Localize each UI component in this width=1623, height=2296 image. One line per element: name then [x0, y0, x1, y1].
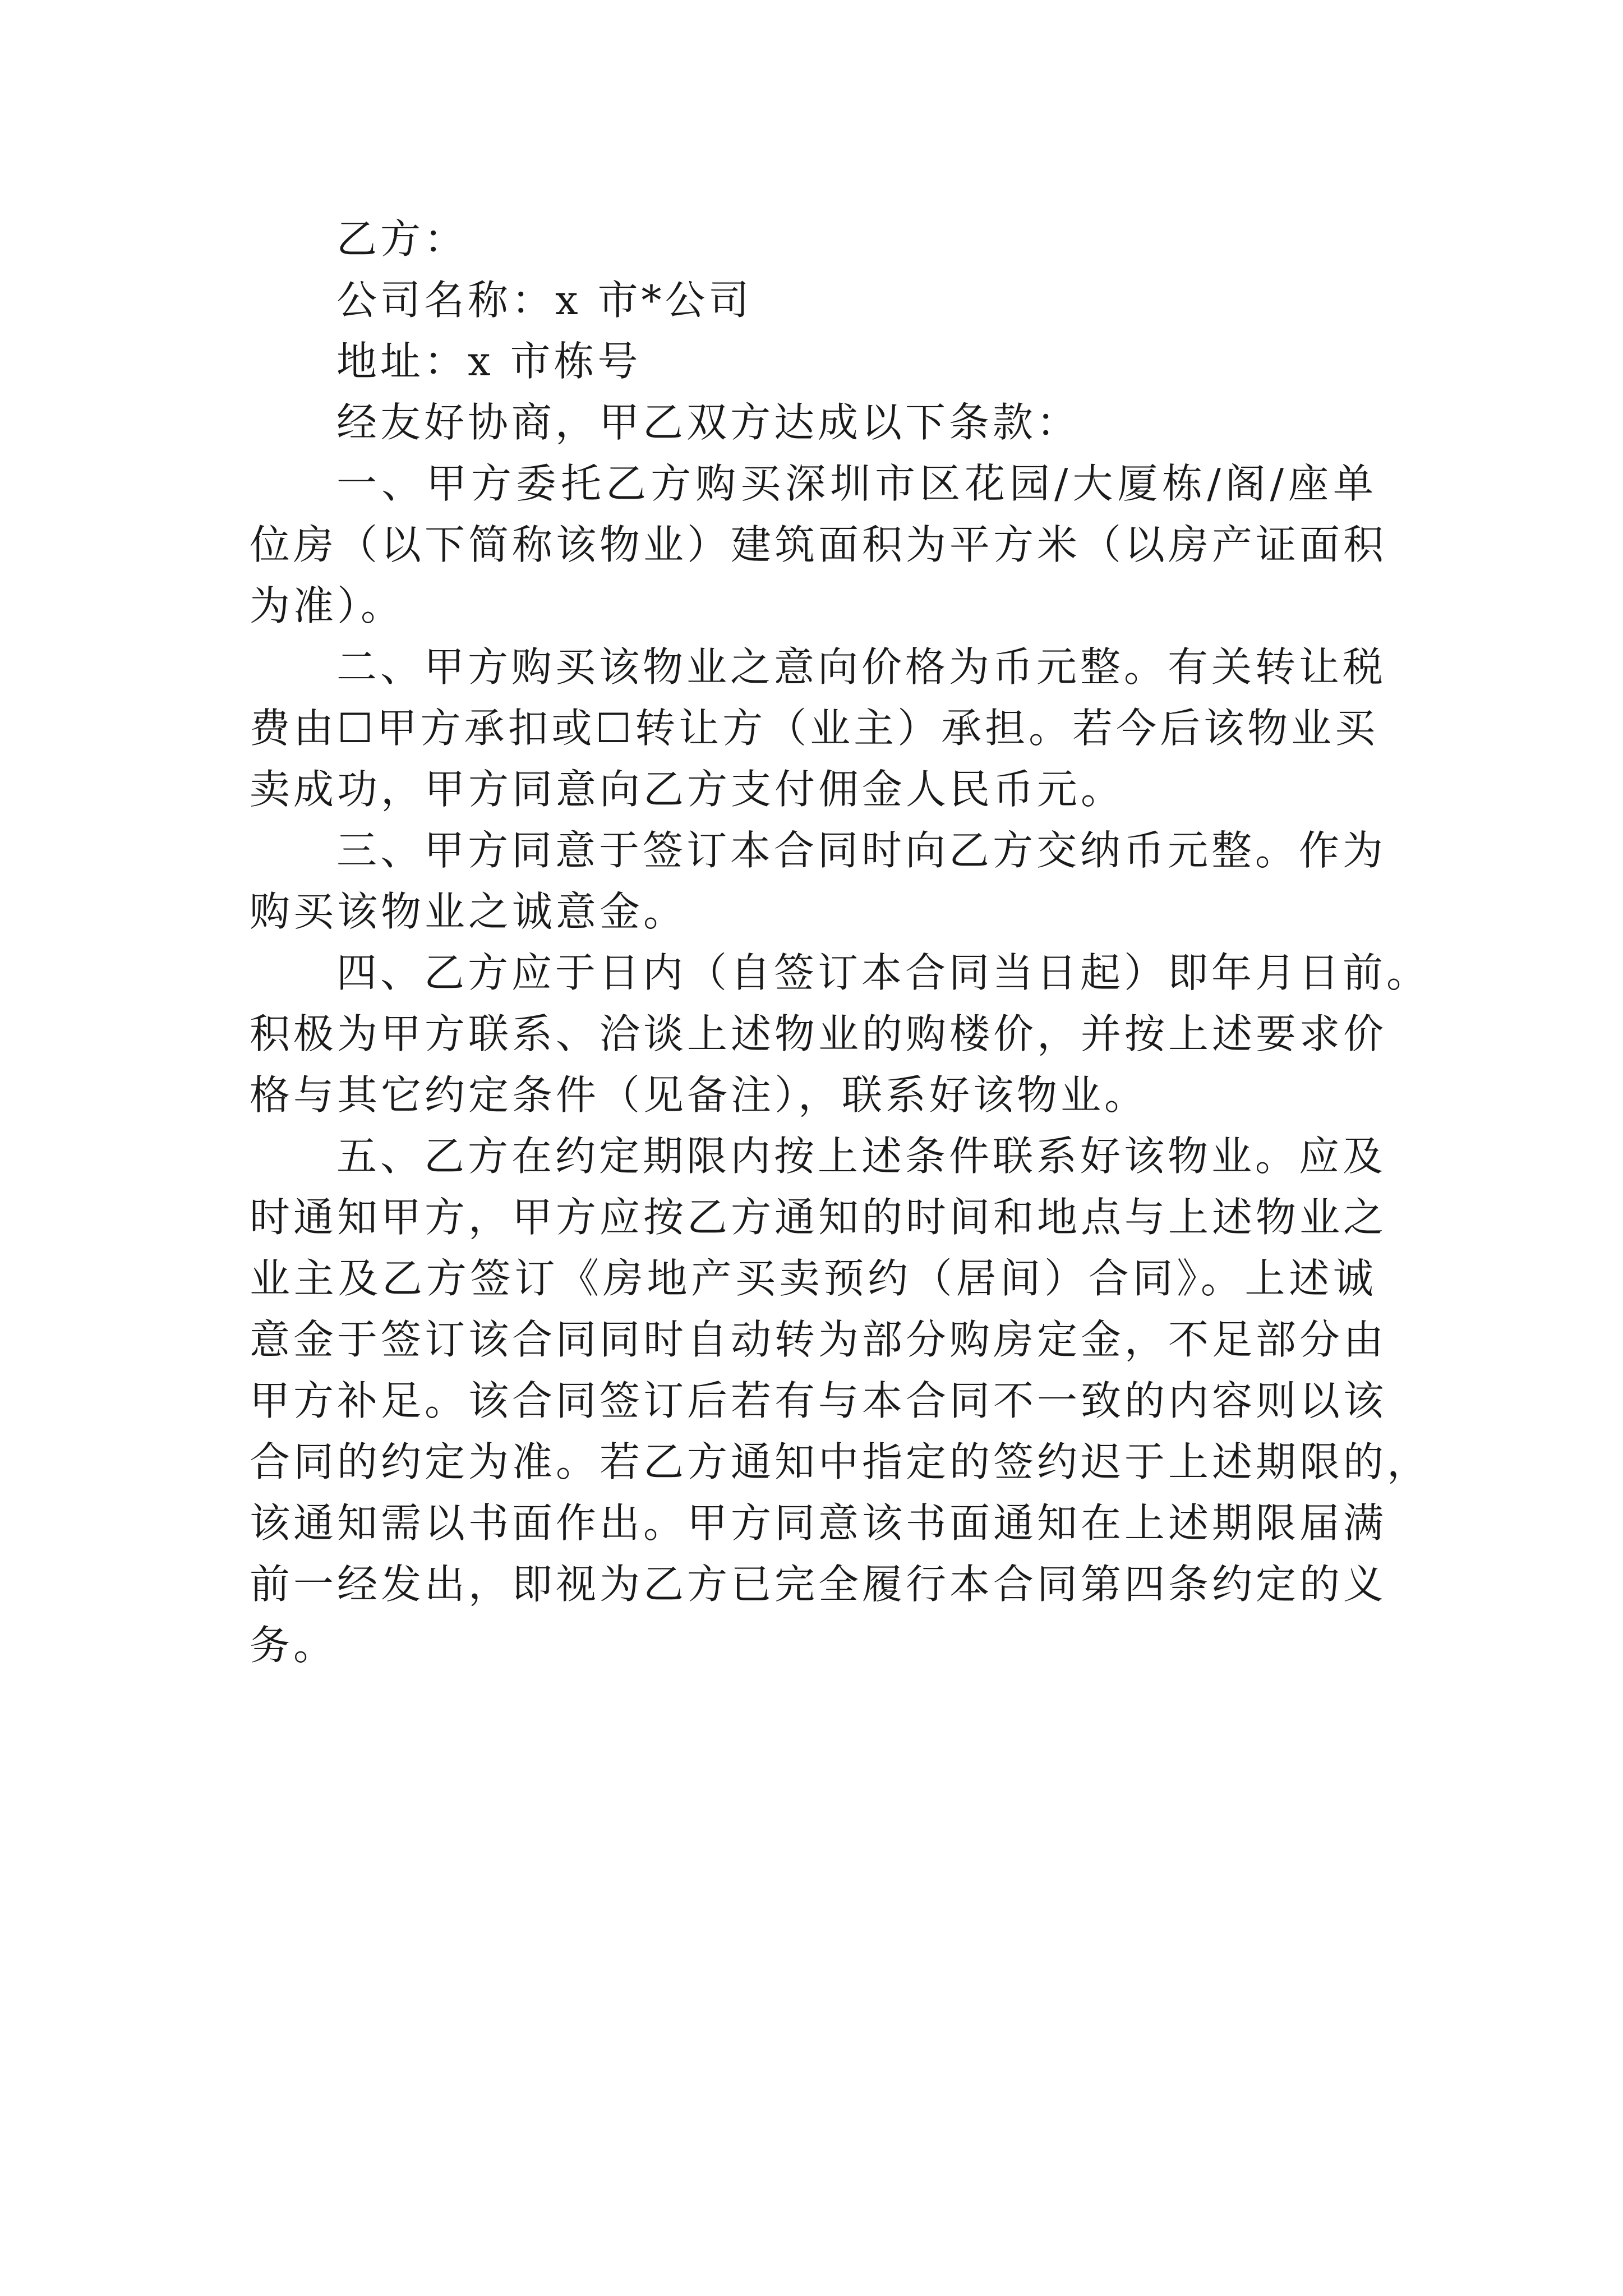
document-body [250, 209, 1431, 1676]
clause-1-line: 为准）。 [250, 582, 405, 629]
clause-3-line: 三、甲方同意于签订本合同时向乙方交纳币元整。作为 [336, 827, 1387, 874]
clause-5-line: 意金于签订该合同同时自动转为部分购房定金，不足部分由 [250, 1316, 1387, 1363]
clause-1-line: 位房（以下简称该物业）建筑面积为平方米（以房产证面积 [250, 521, 1387, 568]
clause-1 [250, 453, 1387, 637]
clause-5-line: 五、乙方在约定期限内按上述条件联系好该物业。应及 [336, 1133, 1387, 1180]
clause-5-line: 前一经发出，即视为乙方已完全履行本合同第四条约定的义 [250, 1561, 1387, 1608]
clause-2-line: 卖成功，甲方同意向乙方支付佣金人民币元。 [250, 766, 1125, 813]
clause-2 [250, 637, 1387, 820]
clause-4-line: 四、乙方应于日内（自签订本合同当日起）即年月日前。 [336, 949, 1431, 996]
clause-4-line: 积极为甲方联系、洽谈上述物业的购楼价，并按上述要求价 [250, 1010, 1387, 1057]
address: 地址：x 市栋号 [336, 338, 642, 385]
clause-5-line: 务。 [250, 1622, 338, 1669]
clause-5-line: 业主及乙方签订《房地产买卖预约（居间）合同》。上述诚 [250, 1255, 1377, 1302]
clause-2-line: 二、甲方购买该物业之意向价格为币元整。有关转让税 [336, 643, 1387, 691]
clause-5-line: 时通知甲方，甲方应按乙方通知的时间和地点与上述物业之 [250, 1194, 1387, 1241]
party-b-label: 乙方： [336, 215, 468, 263]
clause-5-line: 合同的约定为准。若乙方通知中指定的签约迟于上述期限的， [250, 1438, 1431, 1485]
clause-1-line: 一、甲方委托乙方购买深圳市区花园/大厦栋/阁/座单 [336, 460, 1377, 507]
clause-4 [250, 942, 1431, 1126]
intro-line [250, 392, 1377, 453]
intro-text: 经友好协商，甲乙双方达成以下条款： [336, 399, 1081, 446]
clause-5 [250, 1126, 1431, 1676]
clause-5-line: 该通知需以书面作出。甲方同意该书面通知在上述期限届满 [250, 1499, 1387, 1547]
clause-3-line: 购买该物业之诚意金。 [250, 888, 688, 935]
clause-5-line: 甲方补足。该合同签订后若有与本合同不一致的内容则以该 [250, 1377, 1387, 1424]
company-name: 公司名称：x 市*公司 [336, 277, 753, 324]
clause-3 [250, 820, 1387, 942]
address-line [250, 331, 1377, 392]
clause-4-line: 格与其它约定条件（见备注），联系好该物业。 [250, 1071, 1149, 1119]
company-name-line [250, 270, 1377, 331]
party-b-label-line [250, 209, 1377, 270]
clause-2-line: 费由☐甲方承扣或☐转让方（业主）承担。若今后该物业买 [250, 705, 1379, 752]
